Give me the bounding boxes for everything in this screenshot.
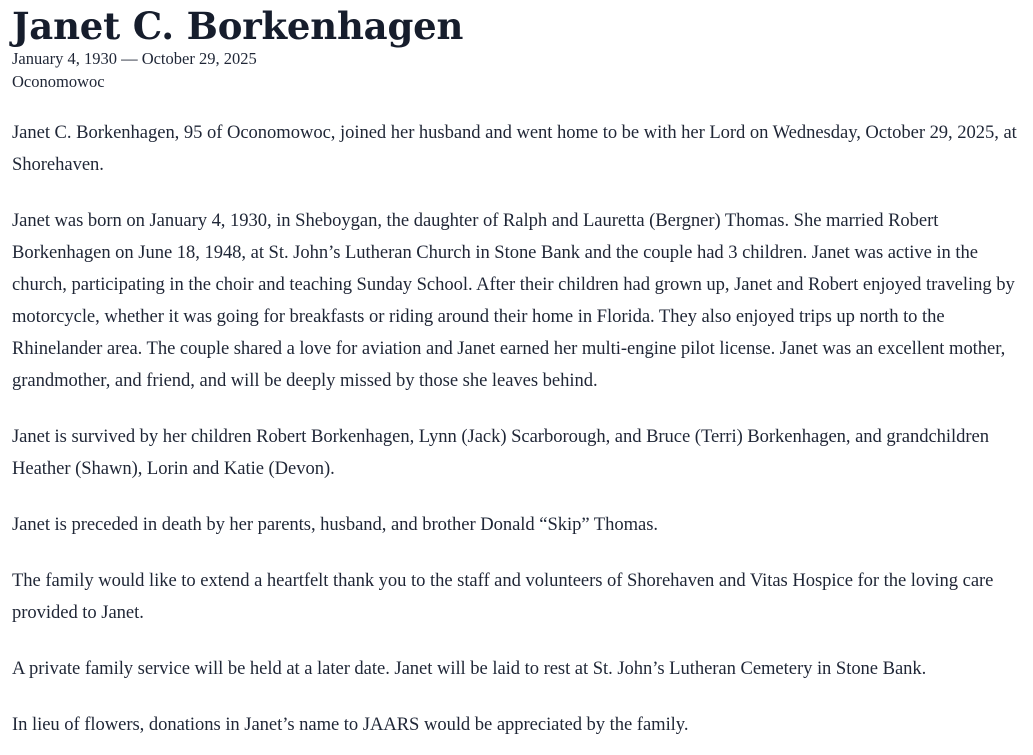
- paragraph-thanks: The family would like to extend a heartfelt thank you to the staff and volunteers of Shorehaven and Vitas Hospice for the loving care provided to Janet.: [12, 570, 994, 623]
- paragraph-passing: Janet C. Borkenhagen, 95 of Oconomowoc, joined her husband and went home to be with her Lord on Wednesday, October 29, 2025, at Shorehaven.: [12, 122, 1017, 175]
- paragraph-life-story: Janet was born on January 4, 1930, in Sheboygan, the daughter of Ralph and Lauretta (Bergner) Thomas. She married Robert Borkenhagen on June 18, 1948, at St. John’s Lutheran Church in Stone Bank and the couple had 3 children. Janet was active in the church, participating in the choir and teaching Sunday School. After their children had grown up, Janet and Robert enjoyed traveling by motorcycle, whether it was going for breakfasts or riding around their home in Florida. They also enjoyed trips up north to the Rhinelander area. The couple shared a love for aviation and Janet earned her multi-engine pilot license. Janet was an excellent mother, grandmother, and friend, and will be deeply missed by those she leaves behind.: [12, 210, 1015, 391]
- obituary-header: [12, 0, 1021, 93]
- location: Oconomowoc: [12, 72, 105, 91]
- paragraph-donations: In lieu of flowers, donations in Janet’s name to JAARS would be appreciated by the family.: [12, 714, 689, 735]
- life-dates: January 4, 1930 — October 29, 2025: [12, 49, 257, 68]
- paragraph-preceded-by: Janet is preceded in death by her parents, husband, and brother Donald “Skip” Thomas.: [12, 514, 659, 535]
- page-title: Janet C. Borkenhagen: [12, 4, 464, 48]
- paragraph-service: A private family service will be held at a later date. Janet will be laid to rest at St. John’s Lutheran Cemetery in Stone Bank.: [12, 658, 927, 679]
- obituary-body: [12, 117, 1021, 741]
- paragraph-survived-by: Janet is survived by her children Robert Borkenhagen, Lynn (Jack) Scarborough, and Bruce (Terri) Borkenhagen, and grandchildren Heather (Shawn), Lorin and Katie (Devon).: [12, 426, 989, 479]
